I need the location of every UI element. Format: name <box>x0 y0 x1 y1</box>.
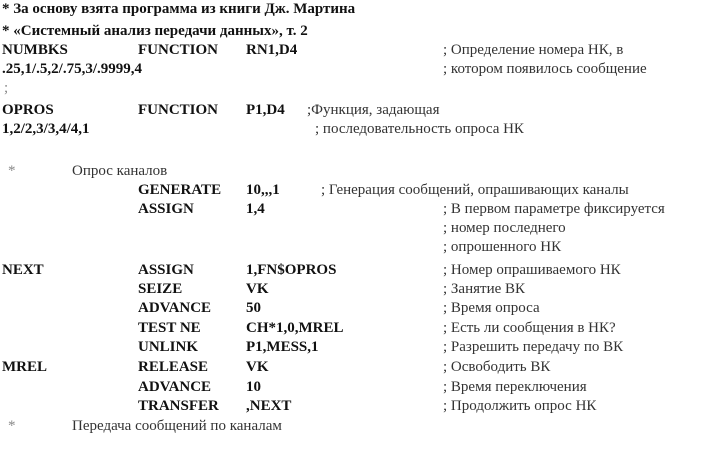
row-op: UNLINK <box>138 339 199 355</box>
numbks-comment-2: ; котором появилось сообщение <box>443 61 647 77</box>
row-operand: 10 <box>246 379 261 395</box>
row-comment: ; Занятие ВК <box>443 281 526 297</box>
row-operand: 1,FN$OPROS <box>246 262 337 278</box>
opros-operand: P1,D4 <box>246 102 285 118</box>
row-op: SEIZE <box>138 281 183 297</box>
numbks-separator: ; <box>4 80 9 96</box>
row-op: TRANSFER <box>138 398 219 414</box>
opros-comment: ;Функция, задающая <box>307 102 440 118</box>
section-1-title: Опрос каналов <box>72 163 168 179</box>
row-op: ADVANCE <box>138 379 212 395</box>
opros-label: OPROS <box>2 102 54 118</box>
row-label: NEXT <box>2 262 44 278</box>
row-comment: ; номер последнего <box>443 220 566 236</box>
numbks-op: FUNCTION <box>138 42 219 58</box>
row-label: MREL <box>2 359 47 375</box>
row-comment: ; Номер опрашиваемого НК <box>443 262 621 278</box>
numbks-operand: RN1,D4 <box>246 42 298 58</box>
row-operand: 1,4 <box>246 201 265 217</box>
row-comment: ; Генерация сообщений, опрашивающих каналы <box>321 182 629 198</box>
header-line-2: * «Системный анализ передачи данных», т. 2 <box>2 23 308 39</box>
row-operand: CH*1,0,MREL <box>246 320 344 336</box>
opros-op: FUNCTION <box>138 102 219 118</box>
row-comment: ; Время переключения <box>443 379 587 395</box>
row-operand: VK <box>246 281 269 297</box>
header-line-1: * За основу взята программа из книги Дж. Мартина <box>2 1 356 17</box>
row-comment: ; опрошенного НК <box>443 239 562 255</box>
section-1-star: * <box>8 163 16 179</box>
row-comment: ; Разрешить передачу по ВК <box>443 339 624 355</box>
row-operand: 50 <box>246 300 261 316</box>
row-op: ADVANCE <box>138 300 212 316</box>
row-op: ASSIGN <box>138 201 194 217</box>
row-operand: 10,,,1 <box>246 182 280 198</box>
row-comment: ; Освободить ВК <box>443 359 551 375</box>
row-operand: P1,MESS,1 <box>246 339 319 355</box>
opros-values: 1,2/2,3/3,4/4,1 <box>2 121 90 137</box>
row-comment: ; В первом параметре фиксируется <box>443 201 665 217</box>
opros-comment-2: ; последовательность опроса НК <box>315 121 524 137</box>
row-operand: VK <box>246 359 269 375</box>
row-op: TEST NE <box>138 320 201 336</box>
row-op: ASSIGN <box>138 262 194 278</box>
numbks-comment: ; Определение номера НК, в <box>443 42 624 58</box>
row-operand: ,NEXT <box>246 398 292 414</box>
row-comment: ; Есть ли сообщения в НК? <box>443 320 616 336</box>
row-comment: ; Продолжить опрос НК <box>443 398 597 414</box>
row-op: RELEASE <box>138 359 209 375</box>
row-op: GENERATE <box>138 182 222 198</box>
numbks-label: NUMBKS <box>2 42 68 58</box>
section-2-title: Передача сообщений по каналам <box>72 418 282 434</box>
row-comment: ; Время опроса <box>443 300 540 316</box>
numbks-values: .25,1/.5,2/.75,3/.9999,4 <box>2 61 143 77</box>
section-2-star: * <box>8 418 16 434</box>
